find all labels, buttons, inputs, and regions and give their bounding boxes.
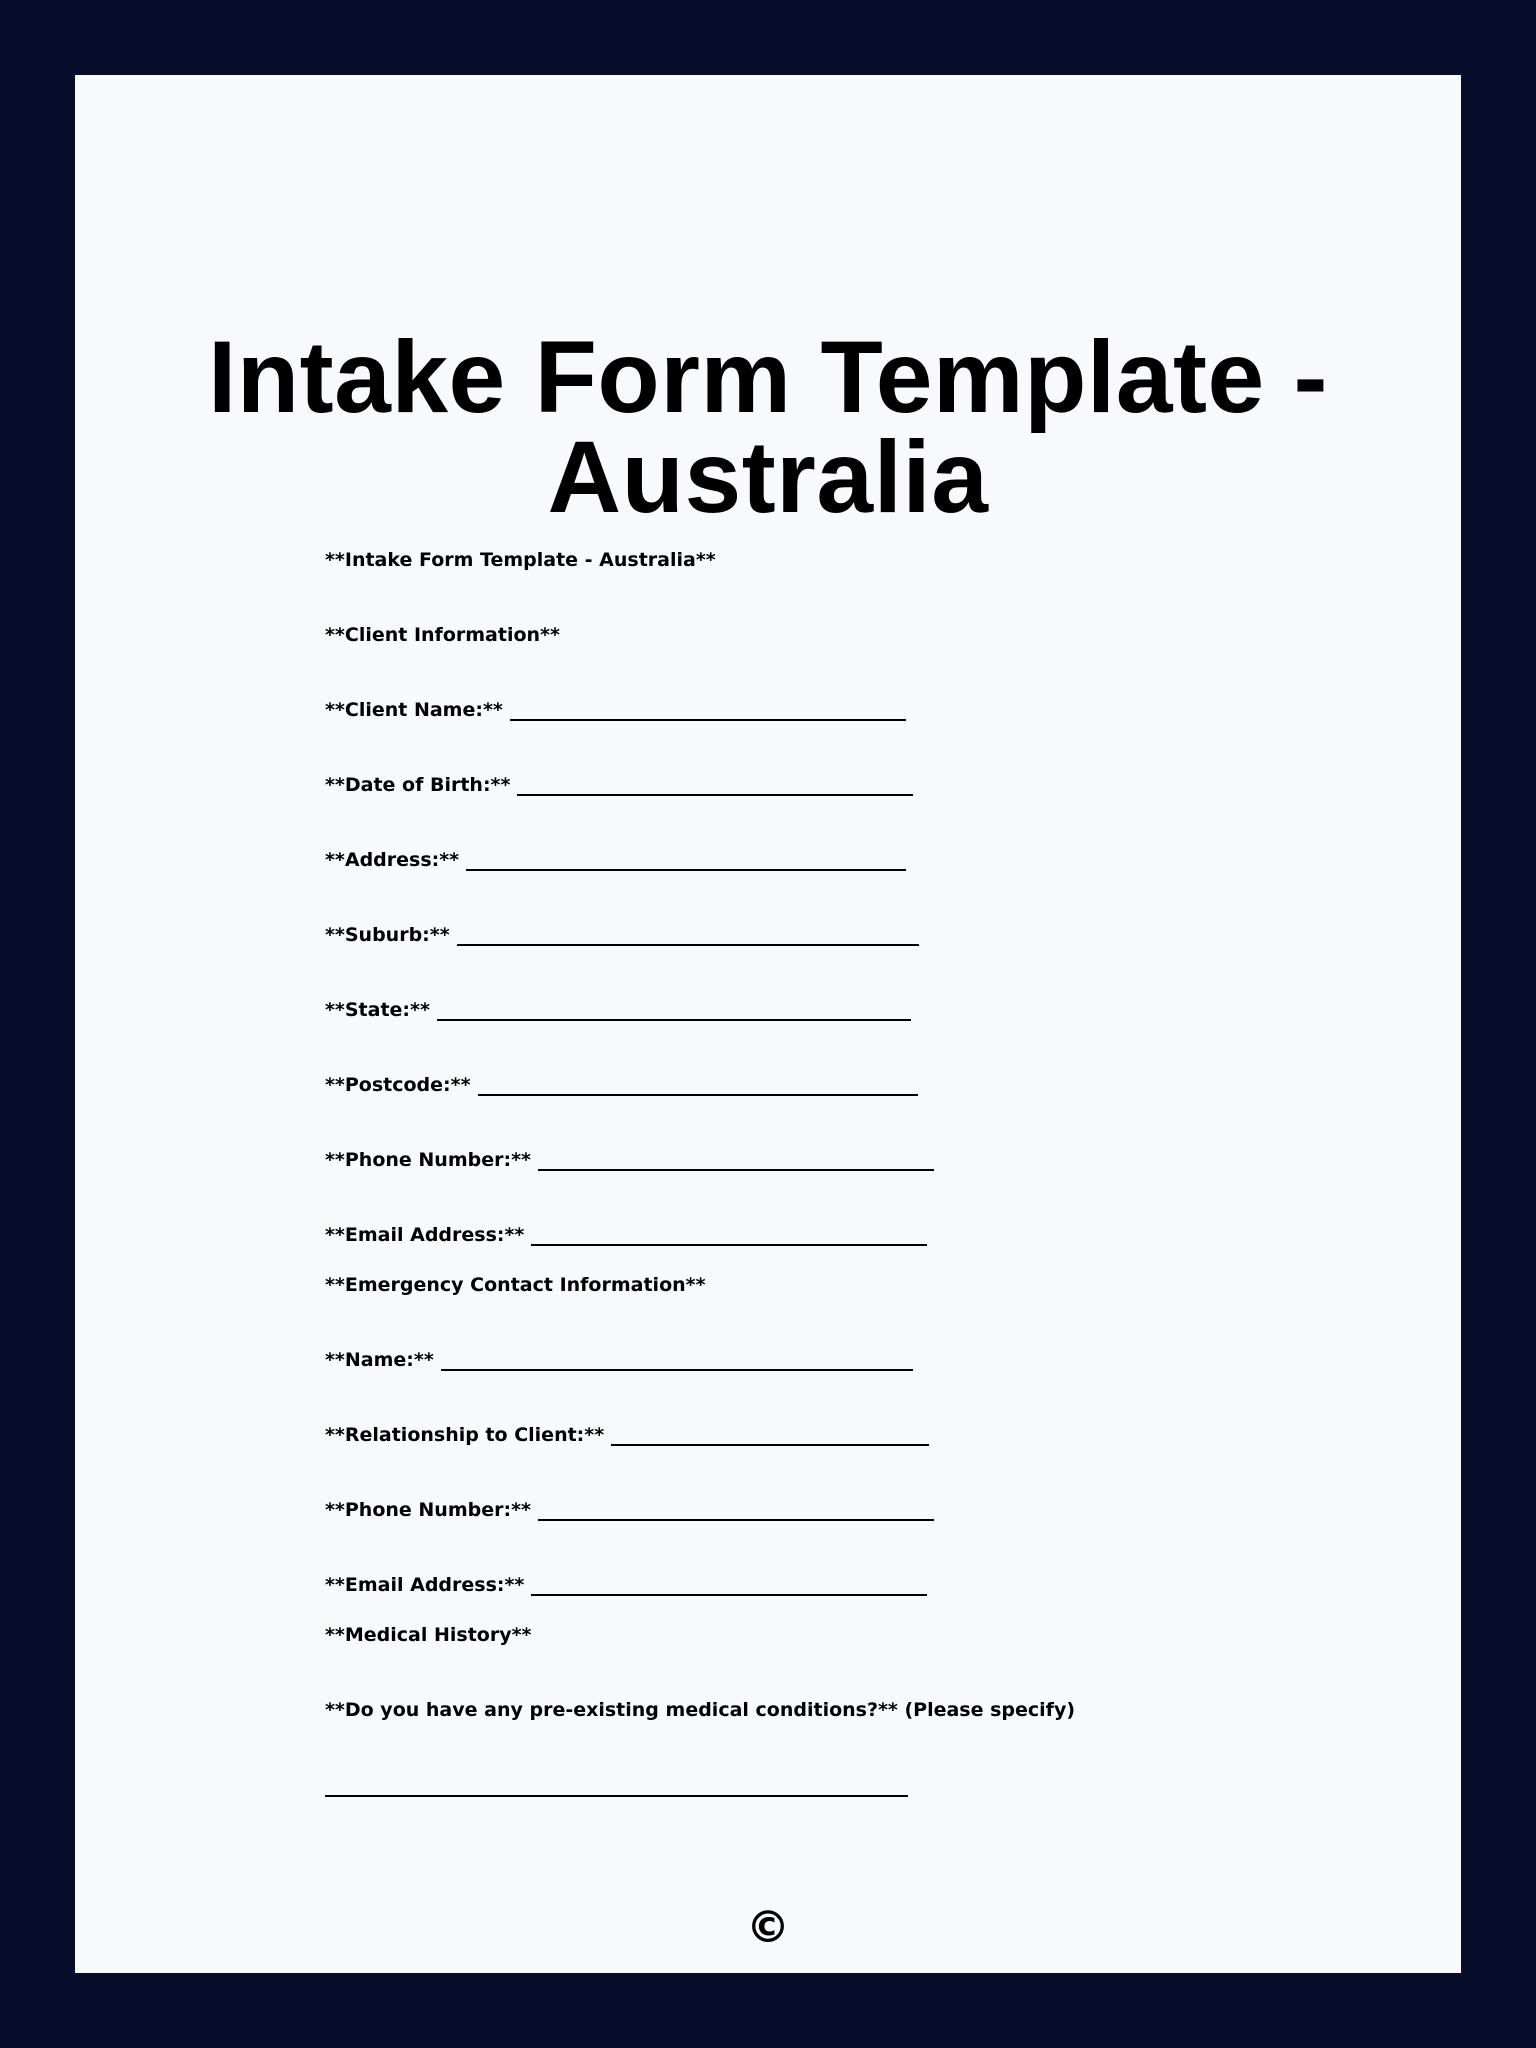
relationship-field[interactable] [611, 1444, 929, 1446]
page-title [75, 320, 1461, 534]
medical-section-heading: **Medical History** [325, 1624, 532, 1646]
relationship-label: **Relationship to Client:** [325, 1424, 605, 1446]
dob-field[interactable] [517, 794, 913, 796]
medical-question: **Do you have any pre-existing medical conditions?** (Please specify) [325, 1699, 1076, 1721]
state-label: **State:** [325, 999, 430, 1021]
emergency-name-label: **Name:** [325, 1349, 434, 1371]
title-line-2: Australia [547, 420, 989, 534]
emergency-email-row [325, 1573, 927, 1597]
dob-row [325, 773, 913, 797]
state-row [325, 998, 911, 1022]
suburb-row [325, 923, 919, 947]
emergency-phone-field[interactable] [538, 1519, 934, 1521]
copyright-icon: © [746, 1902, 790, 1953]
emergency-name-row [325, 1348, 913, 1372]
client-email-label: **Email Address:** [325, 1224, 525, 1246]
suburb-label: **Suburb:** [325, 924, 450, 946]
client-section-heading: **Client Information** [325, 624, 560, 646]
postcode-label: **Postcode:** [325, 1074, 471, 1096]
form-page [75, 75, 1461, 1973]
medical-conditions-field[interactable] [325, 1795, 908, 1797]
emergency-email-label: **Email Address:** [325, 1574, 525, 1596]
form-heading: **Intake Form Template - Australia** [325, 549, 716, 571]
client-name-label: **Client Name:** [325, 699, 503, 721]
suburb-field[interactable] [457, 944, 919, 946]
dob-label: **Date of Birth:** [325, 774, 511, 796]
state-field[interactable] [437, 1019, 911, 1021]
client-phone-field[interactable] [538, 1169, 934, 1171]
client-email-field[interactable] [531, 1244, 927, 1246]
client-name-row [325, 698, 906, 722]
client-phone-row [325, 1148, 934, 1172]
client-name-field[interactable] [510, 719, 906, 721]
postcode-field[interactable] [478, 1094, 918, 1096]
relationship-row [325, 1423, 929, 1447]
address-field[interactable] [466, 869, 906, 871]
emergency-phone-label: **Phone Number:** [325, 1499, 531, 1521]
emergency-email-field[interactable] [531, 1594, 927, 1596]
emergency-phone-row [325, 1498, 934, 1522]
address-row [325, 848, 906, 872]
title-line-1: Intake Form Template - [207, 320, 1328, 434]
address-label: **Address:** [325, 849, 460, 871]
client-phone-label: **Phone Number:** [325, 1149, 531, 1171]
emergency-section-heading: **Emergency Contact Information** [325, 1274, 706, 1296]
postcode-row [325, 1073, 918, 1097]
emergency-name-field[interactable] [441, 1369, 913, 1371]
client-email-row [325, 1223, 927, 1247]
